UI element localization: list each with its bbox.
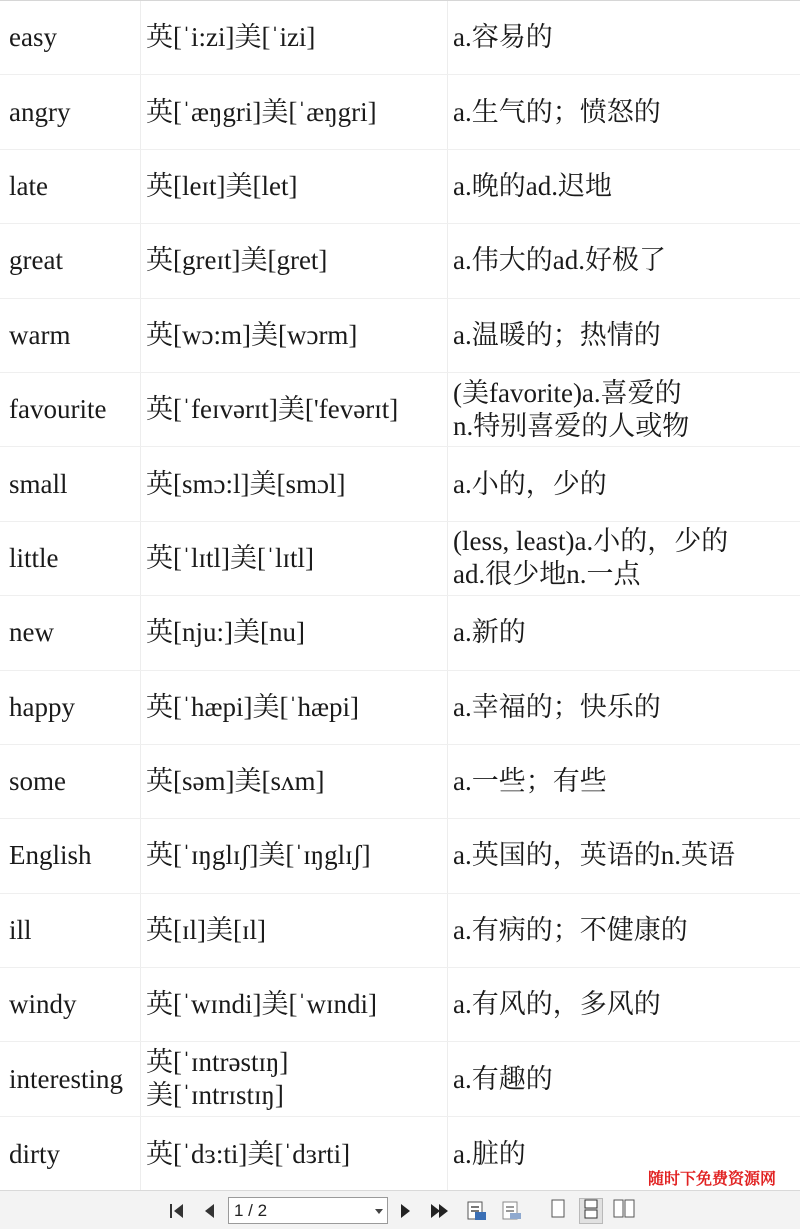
- phonetic-cell: [141, 522, 448, 595]
- meaning-line: a.温暖的；热情的: [453, 319, 661, 350]
- table-row: [0, 819, 800, 893]
- meaning-cell: [448, 373, 800, 446]
- word-cell: some: [0, 745, 141, 818]
- phonetic-cell: [141, 1042, 448, 1115]
- word-cell: new: [0, 596, 141, 669]
- table-row: [0, 299, 800, 373]
- fit-page-icon: [501, 1200, 523, 1222]
- phonetic-line: 英[ˈdɜ:ti]美[ˈdɜrti]: [146, 1138, 351, 1169]
- word-cell: happy: [0, 671, 141, 744]
- meaning-line: a.小的，少的: [453, 468, 607, 499]
- phonetic-cell: [141, 745, 448, 818]
- meaning-line: n.特别喜爱的人或物: [453, 410, 690, 441]
- continuous-page-icon: [583, 1199, 599, 1224]
- phonetic-cell: [141, 447, 448, 520]
- chevron-down-icon: [375, 1209, 383, 1214]
- phonetic-cell: [141, 671, 448, 744]
- phonetic-line: 英[səm]美[sʌm]: [146, 766, 325, 797]
- meaning-cell: [448, 596, 800, 669]
- two-page-icon: [613, 1199, 635, 1224]
- word-cell: favourite: [0, 373, 141, 446]
- meaning-line: a.生气的；愤怒的: [453, 96, 661, 127]
- last-page-button[interactable]: [428, 1200, 450, 1222]
- next-page-button[interactable]: [394, 1200, 416, 1222]
- word-cell: easy: [0, 1, 141, 74]
- phonetic-cell: [141, 75, 448, 148]
- table-row: [0, 224, 800, 298]
- table-row: [0, 150, 800, 224]
- meaning-cell: [448, 671, 800, 744]
- phonetic-cell: [141, 1, 448, 74]
- meaning-line: a.脏的: [453, 1138, 526, 1169]
- meaning-line: a.有病的；不健康的: [453, 914, 688, 945]
- phonetic-cell: [141, 1117, 448, 1191]
- single-page-icon: [550, 1199, 566, 1224]
- phonetic-line: 英[ˈhæpi]美[ˈhæpi]: [146, 691, 359, 722]
- table-row: [0, 596, 800, 670]
- word-cell: warm: [0, 299, 141, 372]
- meaning-line: a.幸福的；快乐的: [453, 691, 661, 722]
- phonetic-cell: [141, 150, 448, 223]
- meaning-cell: [448, 1, 800, 74]
- table-row: [0, 968, 800, 1042]
- first-page-button[interactable]: [166, 1200, 188, 1222]
- word-cell: windy: [0, 968, 141, 1041]
- phonetic-cell: [141, 299, 448, 372]
- phonetic-cell: [141, 596, 448, 669]
- phonetic-line: 英[ˈfeɪvərɪt]美['fevərɪt]: [146, 394, 399, 425]
- phonetic-line: 英[ˈwɪndi]美[ˈwɪndi]: [146, 989, 377, 1020]
- meaning-line: (less, least)a.小的，少的: [453, 526, 729, 557]
- two-page-view-button[interactable]: [612, 1198, 636, 1224]
- table-row: [0, 522, 800, 596]
- meaning-cell: [448, 819, 800, 892]
- meaning-line: (美favorite)a.喜爱的: [453, 377, 682, 408]
- meaning-line: a.晚的ad.迟地: [453, 170, 612, 201]
- word-cell: great: [0, 224, 141, 297]
- meaning-cell: [448, 894, 800, 967]
- word-cell: late: [0, 150, 141, 223]
- page-indicator: 1 / 2: [234, 1201, 268, 1220]
- meaning-line: a.新的: [453, 617, 526, 648]
- vocabulary-table: [0, 1, 800, 1191]
- meaning-cell: [448, 150, 800, 223]
- word-cell: English: [0, 819, 141, 892]
- table-row: [0, 75, 800, 149]
- page-number-select[interactable]: [228, 1197, 388, 1224]
- watermark-site-name: 随时下免费资源网: [647, 1169, 776, 1188]
- previous-page-icon: [200, 1201, 220, 1221]
- phonetic-cell: [141, 968, 448, 1041]
- meaning-cell: [448, 522, 800, 595]
- phonetic-line: 美[ˈɪntrɪstɪŋ]: [146, 1080, 284, 1111]
- first-page-icon: [167, 1201, 187, 1221]
- word-cell: dirty: [0, 1117, 141, 1191]
- meaning-line: a.容易的: [453, 22, 553, 53]
- phonetic-cell: [141, 894, 448, 967]
- last-page-icon: [428, 1201, 450, 1221]
- word-cell: ill: [0, 894, 141, 967]
- phonetic-line: 英[ˈɪntrəstɪŋ]: [146, 1047, 289, 1078]
- phonetic-cell: [141, 224, 448, 297]
- meaning-cell: [448, 75, 800, 148]
- fit-width-icon: [466, 1200, 488, 1222]
- word-cell: interesting: [0, 1042, 141, 1115]
- phonetic-line: 英[ˈlɪtl]美[ˈlɪtl]: [146, 542, 314, 573]
- phonetic-line: 英[greɪt]美[gret]: [146, 245, 328, 276]
- previous-page-button[interactable]: [199, 1200, 221, 1222]
- table-row: [0, 671, 800, 745]
- meaning-cell: [448, 745, 800, 818]
- table-row: [0, 447, 800, 521]
- word-cell: small: [0, 447, 141, 520]
- meaning-line: a.有趣的: [453, 1063, 553, 1094]
- viewer-toolbar: [0, 1190, 800, 1229]
- phonetic-line: 英[ˈæŋgri]美[ˈæŋgri]: [146, 96, 377, 127]
- phonetic-line: 英[ˈɪŋglɪʃ]美[ˈɪŋglɪʃ]: [146, 840, 371, 871]
- meaning-line: a.伟大的ad.好极了: [453, 245, 666, 276]
- meaning-cell: [448, 224, 800, 297]
- fit-width-button[interactable]: [466, 1200, 488, 1222]
- meaning-cell: [448, 1042, 800, 1115]
- table-row: [0, 894, 800, 968]
- table-row: [0, 373, 800, 447]
- table-row: [0, 745, 800, 819]
- fit-page-button[interactable]: [501, 1200, 523, 1222]
- meaning-line: a.一些；有些: [453, 766, 607, 797]
- table-row: [0, 1, 800, 75]
- meaning-cell: [448, 447, 800, 520]
- continuous-view-button[interactable]: [579, 1198, 603, 1224]
- phonetic-cell: [141, 819, 448, 892]
- meaning-cell: [448, 299, 800, 372]
- table-row: [0, 1042, 800, 1116]
- single-page-view-button[interactable]: [546, 1198, 570, 1224]
- phonetic-cell: [141, 373, 448, 446]
- meaning-line: ad.很少地n.一点: [453, 559, 641, 590]
- phonetic-line: 英[leɪt]美[let]: [146, 170, 298, 201]
- meaning-line: a.英国的，英语的n.英语: [453, 840, 735, 871]
- word-cell: little: [0, 522, 141, 595]
- phonetic-line: 英[wɔ:m]美[wɔrm]: [146, 319, 358, 350]
- meaning-cell: [448, 968, 800, 1041]
- word-cell: angry: [0, 75, 141, 148]
- phonetic-line: 英[nju:]美[nu]: [146, 617, 305, 648]
- phonetic-line: 英[smɔ:l]美[smɔl]: [146, 468, 346, 499]
- meaning-line: a.有风的，多风的: [453, 989, 661, 1020]
- next-page-icon: [395, 1201, 415, 1221]
- phonetic-line: 英[ˈi:zi]美[ˈizi]: [146, 22, 316, 53]
- phonetic-line: 英[ɪl]美[ɪl]: [146, 914, 266, 945]
